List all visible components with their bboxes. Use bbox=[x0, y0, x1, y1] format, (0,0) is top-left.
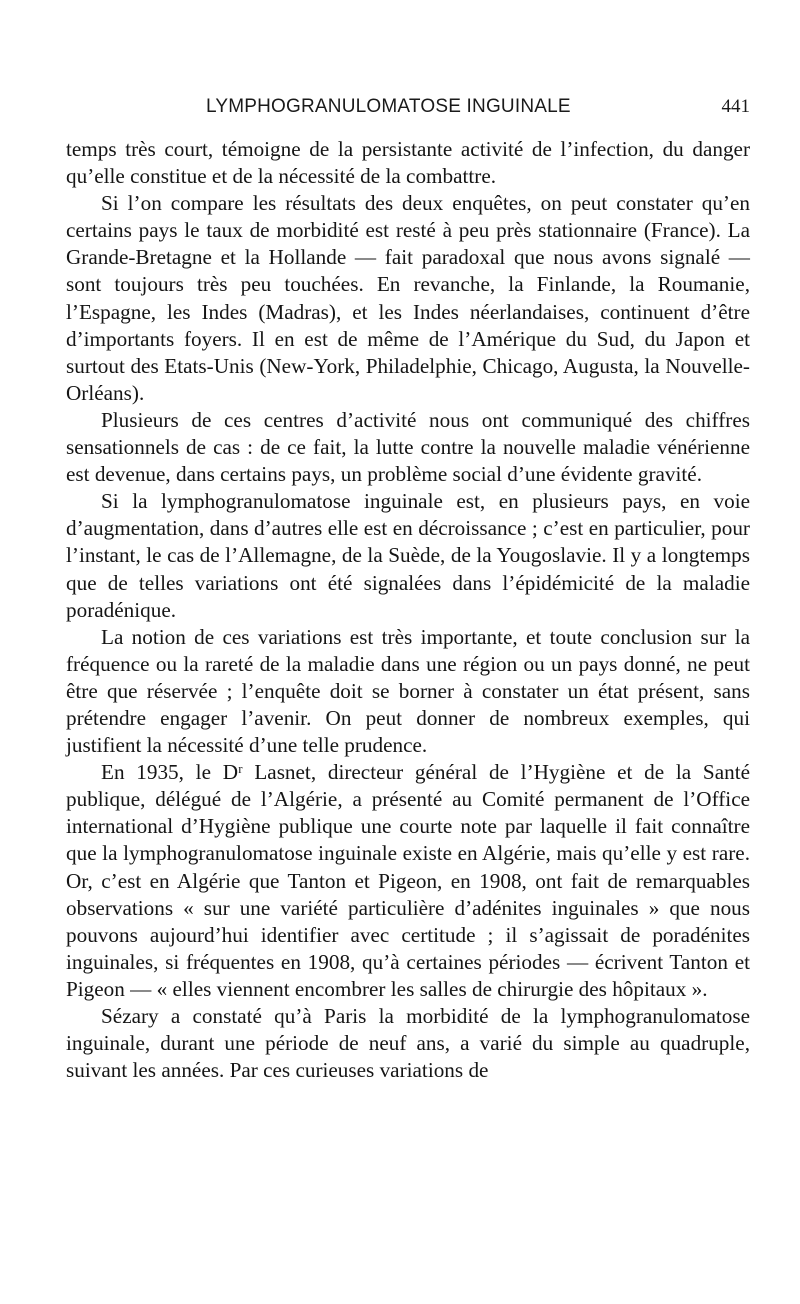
page-number: 441 bbox=[721, 96, 750, 117]
book-page bbox=[66, 96, 750, 1084]
paragraph-activity-centers: Plusieurs de ces centres d’activité nous ont communiqué des chiffres sensationnels de cas : de ce fait, la lutte contre la nouvelle maladie vénérienne est devenue, dans certains pays, un problème social d’une évidente gravité. bbox=[66, 407, 750, 487]
paragraph-continuation: temps très court, témoigne de la persistante activité de l’infection, du danger qu’elle constitue et de la nécessité de la combattre. bbox=[66, 137, 750, 189]
paragraph-algeria: En 1935, le Dʳ Lasnet, directeur général de l’Hygiène et de la Santé publique, délégué de l’Algérie, a présenté au Comité permanent de l’Office international d’Hygiène publique une courte note par laquelle il fait connaître que la lymphogranulomatose inguinale existe en Algérie, mais qu’elle y est rare. Or, c’est en Algérie que Tanton et Pigeon, en 1908, ont fait de remarquables observations « sur une variété particulière d’adénites inguinales » que nous pouvons aujourd’hui identifier avec certitude ; il s’agissait de poradénites inguinales, si fréquentes en 1908, qu’à certaines périodes — écrivent Tanton et Pigeon — « elles viennent encombrer les salles de chirurgie des hôpitaux ». bbox=[66, 760, 750, 1001]
body-text bbox=[66, 136, 750, 1084]
paragraph-comparison: Si l’on compare les résultats des deux enquêtes, on peut constater qu’en certains pays le taux de morbidité est resté à peu près stationnaire (France). La Grande-Bretagne et la Hollande — fait paradoxal que nous avons signalé — sont toujours très peu touchées. En revanche, la Finlande, la Roumanie, l’Espagne, les Indes (Madras), et les Indes néerlandaises, continuent d’être d’importants foyers. Il en est de même de l’Amérique du Sud, du Japon et surtout des Etats-Unis (New-York, Philadelphie, Chicago, Augusta, la Nouvelle-Orléans). bbox=[66, 191, 750, 405]
paragraph-prudence: La notion de ces variations est très importante, et toute conclusion sur la fréquence ou la rareté de la maladie dans une région ou un pays donné, ne peut être que réservée ; l’enquête doit se borner à constater un état présent, sans prétendre engager l’avenir. On peut donner de nombreux exemples, qui justifient la nécessité d’une telle prudence. bbox=[66, 624, 750, 758]
running-head bbox=[66, 96, 750, 126]
paragraph-sezary: Sézary a constaté qu’à Paris la morbidité de la lymphogranulomatose inguinale, durant une période de neuf ans, a varié du simple au quadruple, suivant les années. Par ces curieuses variations de bbox=[66, 1004, 750, 1083]
running-title: LYMPHOGRANULOMATOSE INGUINALE bbox=[206, 96, 571, 117]
paragraph-variations: Si la lymphogranulomatose inguinale est, en plusieurs pays, en voie d’augmentation, dans d’autres elle est en décroissance ; c’est en particulier, pour l’instant, le cas de l’Allemagne, de la Suède, de la Yougoslavie. Il y a longtemps que de telles variations ont été signalées dans l’épidémicité de la maladie poradénique. bbox=[66, 489, 750, 622]
